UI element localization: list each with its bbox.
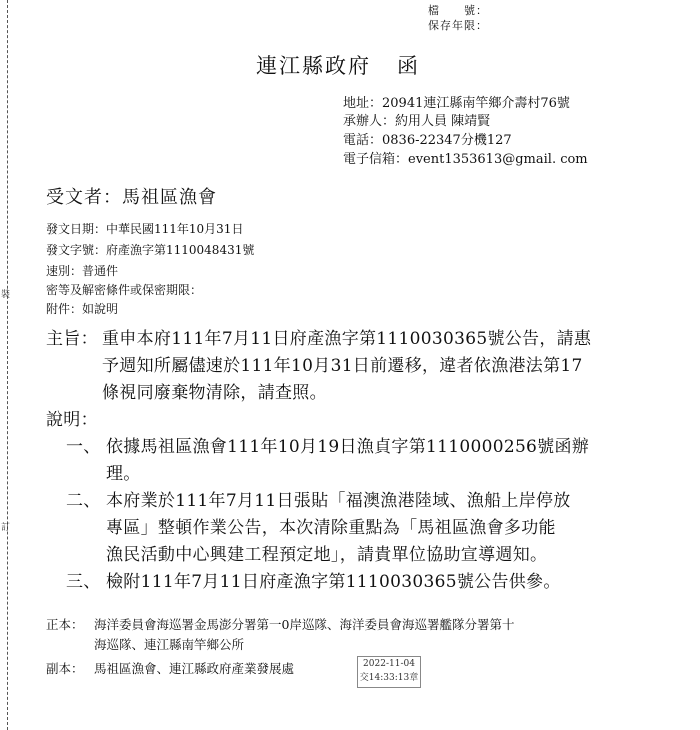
explanation-item-line: 依據馬祖區漁會111年10月19日漁貞字第1110000256號函辦	[106, 437, 590, 457]
retention-label: 保存年限：	[428, 19, 488, 32]
speed-class: 速別：普通件	[46, 264, 119, 278]
copy-recipient-text: 馬祖區漁會、連江縣政府產業發展處	[94, 661, 295, 676]
main-recipient-line: 海巡隊、連江縣南竿鄉公所	[94, 637, 245, 652]
receipt-stamp	[357, 656, 421, 688]
issue-date: 發文日期：中華民國111年10月31日	[46, 222, 244, 236]
contact-handler: 承辦人：約用人員 陳靖賢	[343, 114, 491, 129]
file-number-label: 檔 號：	[428, 4, 488, 17]
explanation-item-number: 二、	[66, 491, 101, 511]
subject-line: 重申本府111年7月11日府產漁字第1110030365號公告，請惠	[102, 329, 592, 349]
explanation-item-number: 三、	[66, 572, 101, 592]
binding-line	[7, 0, 8, 730]
explanation-label: 說明：	[46, 410, 98, 430]
copy-recipient-label: 副本：	[46, 661, 84, 676]
explanation-item-line: 理。	[106, 464, 141, 484]
security-class: 密等及解密條件或保密期限：	[46, 283, 203, 297]
explanation-item-line: 漁民活動中心興建工程預定地」，請貴單位協助宣導週知。	[106, 545, 548, 565]
attachment: 附件：如說明	[46, 302, 119, 316]
contact-phone: 電話：0836-22347分機127	[343, 133, 512, 148]
subject-label: 主旨：	[46, 329, 98, 349]
contact-address: 地址：20941連江縣南竿鄉介壽村76號	[343, 96, 570, 111]
binding-mark-bottom: 訂	[1, 523, 11, 533]
document-type: 函	[397, 54, 420, 78]
contact-email: 電子信箱：event1353613@gmail. com	[343, 152, 588, 167]
subject-line: 予週知所屬儘速於111年10月31日前遷移，違者依漁港法第17	[102, 356, 583, 376]
explanation-item-number: 一、	[66, 437, 101, 457]
explanation-item-line: 專區」整頓作業公告，本次清除重點為「馬祖區漁會多功能	[106, 518, 556, 538]
document-number: 發文字號：府產漁字第1110048431號	[46, 243, 255, 257]
main-recipient-label: 正本：	[46, 617, 84, 632]
agency-name: 連江縣政府	[256, 54, 371, 78]
stamp-time: 交14:33:13章	[359, 673, 419, 683]
recipient: 受文者：馬祖區漁會	[46, 187, 217, 208]
explanation-item-line: 本府業於111年7月11日張貼「福澳漁港陸域、漁船上岸停放	[106, 491, 571, 511]
document-title	[256, 50, 420, 80]
main-recipient-line: 海洋委員會海巡署金馬澎分署第一0岸巡隊、海洋委員會海巡署艦隊分署第十	[94, 617, 515, 632]
stamp-date: 2022-11-04	[363, 659, 415, 669]
explanation-item-line: 檢附111年7月11日府產漁字第1110030365號公告供參。	[106, 572, 561, 592]
subject-line: 條視同廢棄物清除，請查照。	[102, 383, 327, 403]
binding-mark-top: 裝	[1, 290, 11, 300]
